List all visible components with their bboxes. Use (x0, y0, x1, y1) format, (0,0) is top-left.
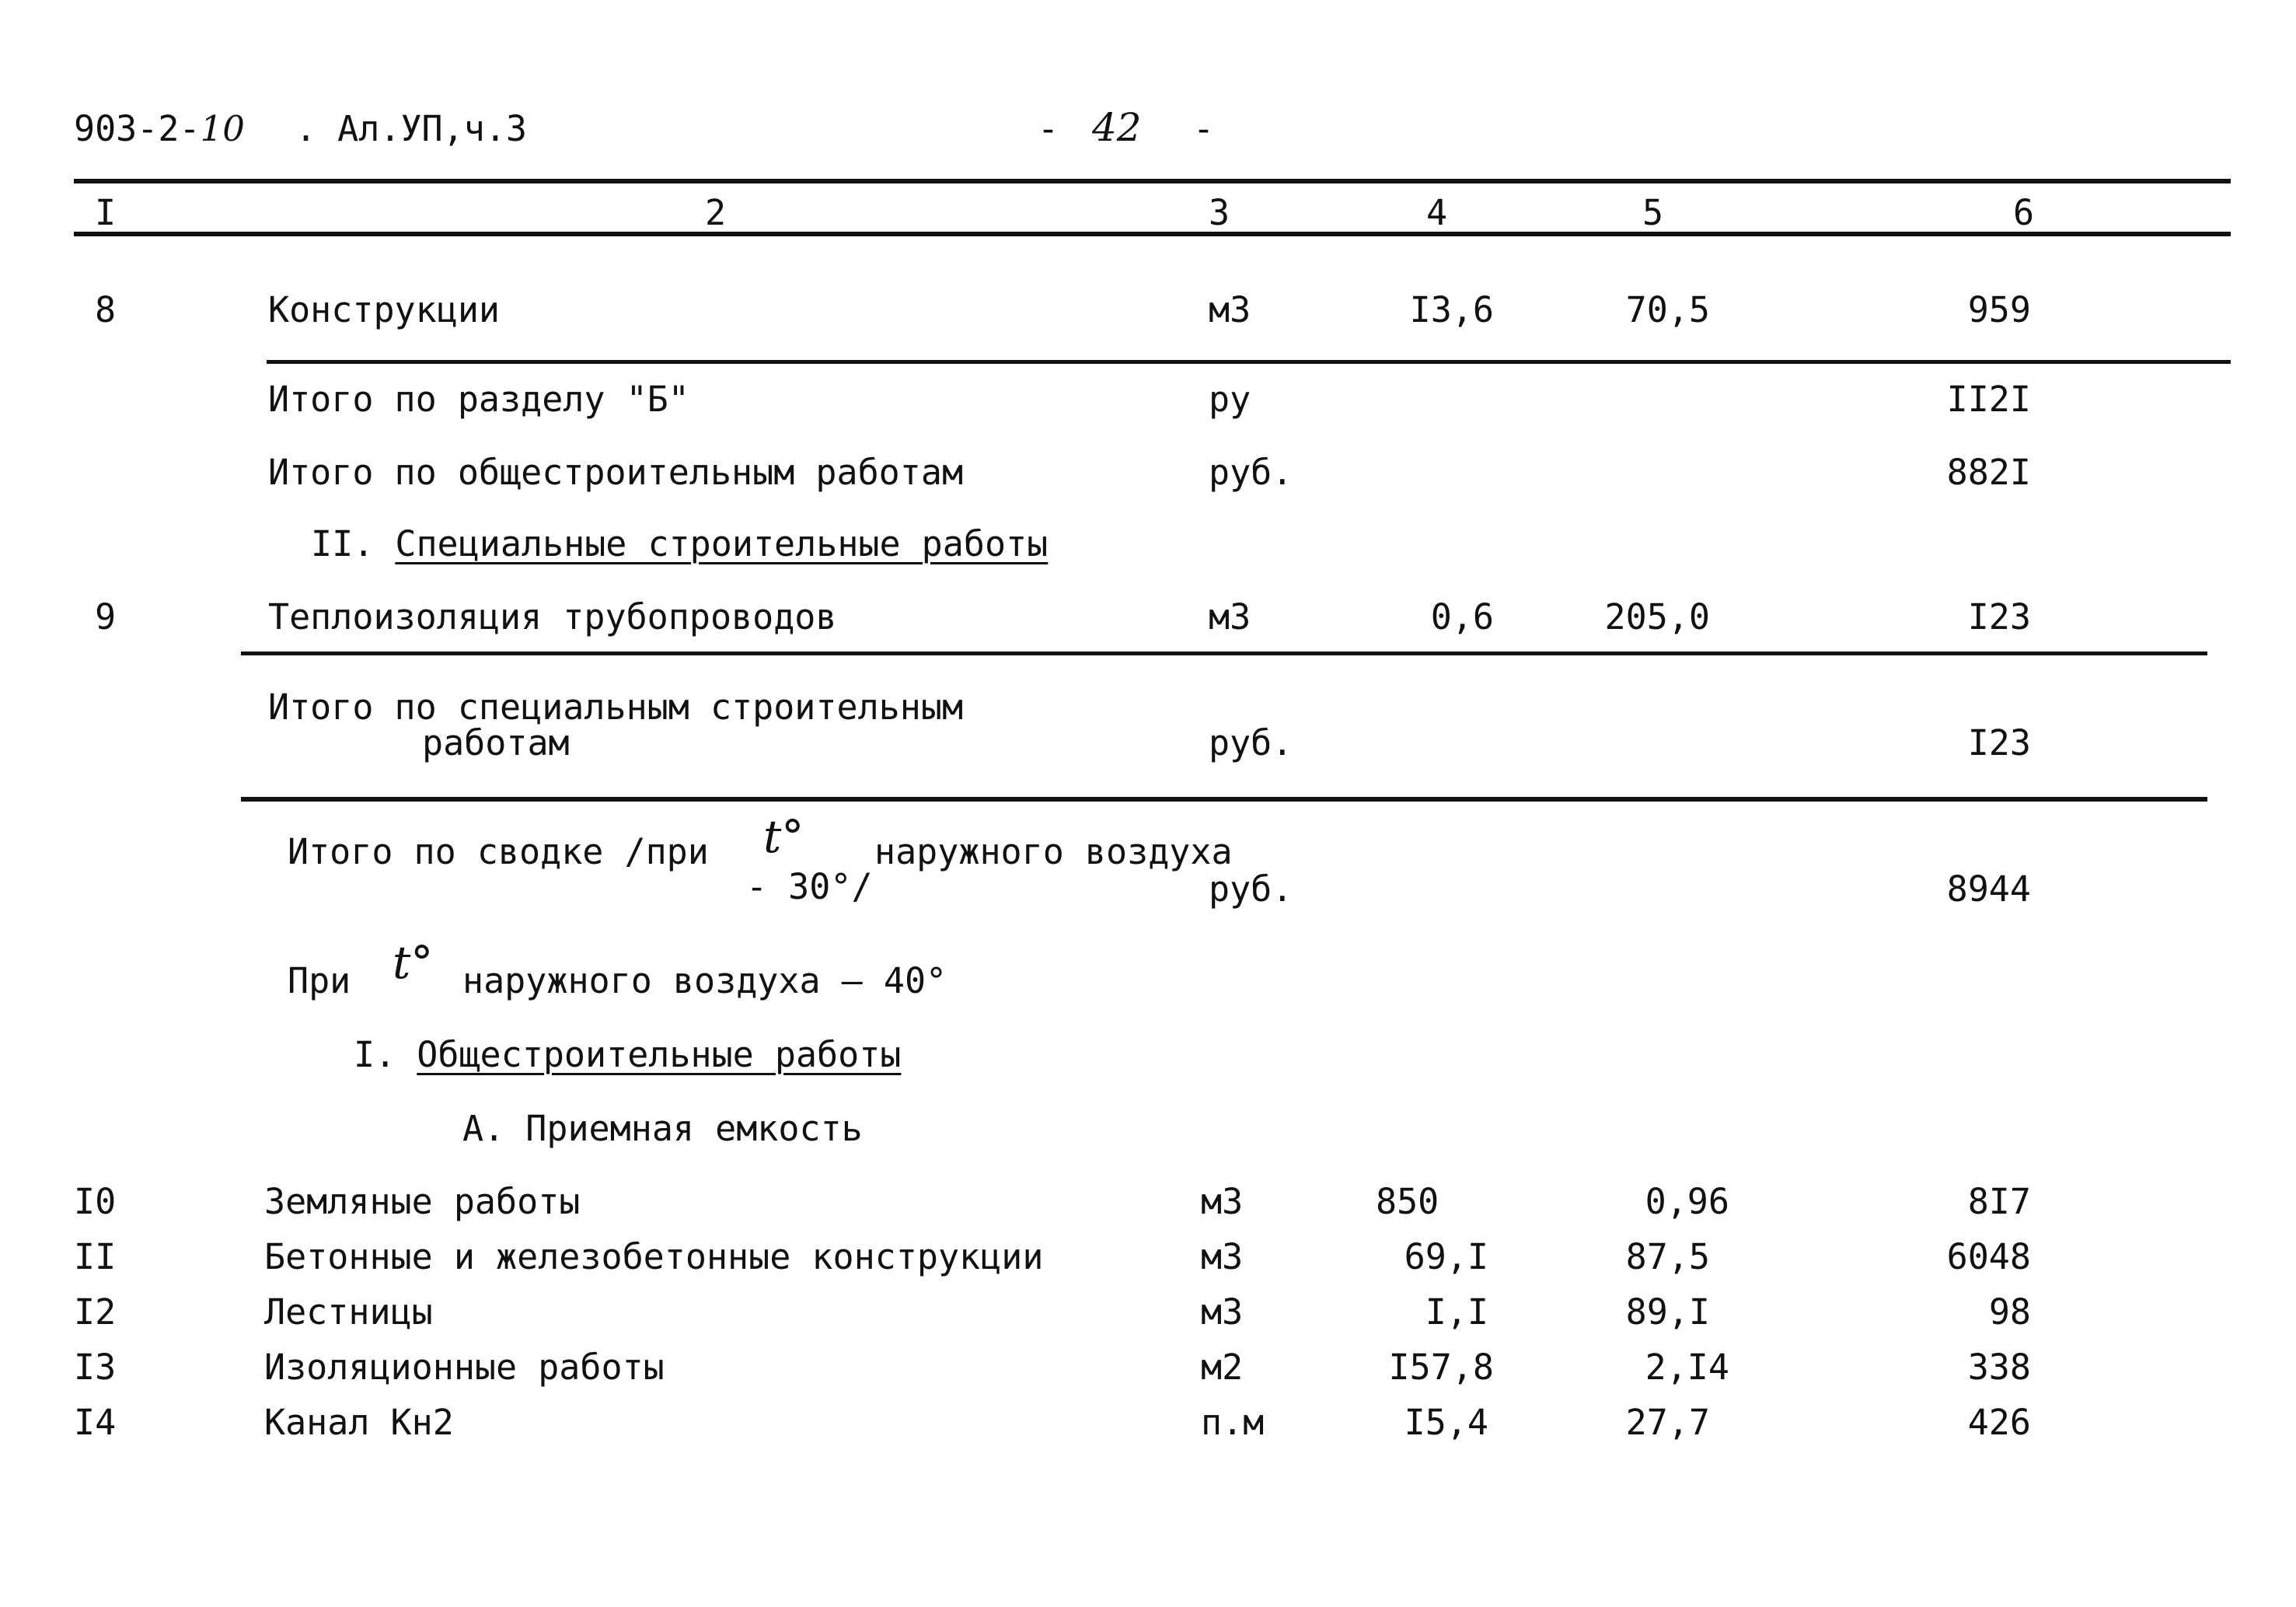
row-number: I3 (74, 1347, 117, 1388)
general-works-total-value: 882I (1946, 452, 2031, 493)
row-name: Канал Кн2 (264, 1402, 454, 1443)
row-price: 89,I (1625, 1291, 1710, 1333)
page-number-dash-left: - (1038, 108, 1059, 149)
column-header-2: 2 (705, 192, 727, 233)
row-name: Конструкции (268, 289, 501, 330)
row-total: 6048 (1946, 1236, 2031, 1277)
special-section-heading (311, 524, 1048, 564)
section-title: Специальные строительные работы (395, 523, 1049, 564)
column-header-rule (74, 232, 2231, 236)
page-number-dash-right: - (1193, 108, 1215, 149)
row-number: I2 (74, 1291, 117, 1333)
row-name: Бетонные и железобетонные конструкции (264, 1236, 1044, 1277)
column-header-4: 4 (1426, 192, 1448, 233)
row-unit: м3 (1209, 289, 1251, 330)
table-top-rule (74, 179, 2231, 183)
general-works-total-unit: руб. (1209, 452, 1293, 493)
section-prefix: II. (311, 523, 375, 564)
row-name: Изоляционные работы (264, 1347, 665, 1388)
subsection-a-heading: А. Приемная емкость (462, 1108, 863, 1149)
row-qty: I57,8 (1388, 1347, 1494, 1388)
doc-code-prefix: 903-2- (74, 108, 201, 149)
row-name: Земляные работы (264, 1181, 581, 1222)
row-name: Лестницы (264, 1291, 433, 1333)
row-total: 98 (1988, 1291, 2031, 1333)
temperature-symbol: t° (393, 936, 434, 989)
row-number: 8 (95, 289, 117, 330)
doc-code-handwritten: 10 (200, 108, 245, 149)
row-unit: м3 (1201, 1181, 1244, 1222)
summary-total-label-line2: - 30°/ (746, 866, 873, 907)
row-qty: 850 (1376, 1181, 1439, 1222)
row-total: 426 (1967, 1402, 2031, 1443)
row-unit: м3 (1209, 596, 1251, 638)
row-price: 27,7 (1625, 1402, 1710, 1443)
row-unit: п.м (1201, 1402, 1265, 1443)
section-prefix: I. (354, 1034, 396, 1075)
row-price: 0,96 (1645, 1181, 1729, 1222)
column-header-1: I (95, 192, 117, 233)
summary-total-unit: руб. (1209, 868, 1293, 910)
row-unit: м3 (1201, 1291, 1244, 1333)
summary-total-label-part1: Итого по сводке /при (288, 831, 709, 872)
row-price: 87,5 (1625, 1236, 1710, 1277)
general-works-total-label: Итого по общестроительным работам (268, 452, 964, 493)
summary-total-value: 8944 (1946, 868, 2031, 910)
row-qty: I3,6 (1409, 289, 1494, 330)
row-number: I4 (74, 1402, 117, 1443)
row-total: 959 (1967, 289, 2031, 330)
row-qty: 69,I (1404, 1236, 1488, 1277)
row-qty: 0,6 (1430, 596, 1494, 638)
column-header-5: 5 (1642, 192, 1664, 233)
condition-heading-part1: При (288, 960, 351, 1001)
document-code (74, 109, 245, 149)
row-total: I23 (1967, 596, 2031, 638)
row-number: II (74, 1236, 117, 1277)
document-section: . Ал.УП,ч.3 (295, 108, 528, 149)
row-unit: м3 (1201, 1236, 1244, 1277)
subtotal-rule (241, 652, 2207, 655)
page-number: 42 (1092, 105, 1142, 150)
row-price: 205,0 (1604, 596, 1710, 638)
special-works-total-unit: руб. (1209, 722, 1293, 763)
row-price: 70,5 (1625, 289, 1710, 330)
subtotal-rule (267, 360, 2231, 364)
condition-heading-part2: наружного воздуха – 40° (462, 960, 947, 1001)
summary-rule (241, 797, 2207, 802)
special-works-total-label-line1: Итого по специальным строительным (268, 686, 964, 728)
special-works-total-value: I23 (1967, 722, 2031, 763)
row-total: 338 (1967, 1347, 2031, 1388)
section-title: Общестроительные работы (417, 1034, 902, 1075)
row-qty: I,I (1425, 1291, 1488, 1333)
column-header-3: 3 (1209, 192, 1230, 233)
row-price: 2,I4 (1645, 1347, 1729, 1388)
row-qty: I5,4 (1404, 1402, 1488, 1443)
row-total: 8I7 (1967, 1181, 2031, 1222)
summary-total-label-part2: наружного воздуха (874, 831, 1233, 872)
section-b-total-label: Итого по разделу "Б" (268, 379, 689, 420)
row-number: 9 (95, 596, 117, 638)
section-b-total-unit: ру (1209, 379, 1251, 420)
section-b-total-value: II2I (1946, 379, 2031, 420)
column-header-6: 6 (2013, 192, 2035, 233)
temperature-symbol: t° (763, 810, 804, 863)
row-name: Теплоизоляция трубопроводов (268, 596, 837, 638)
row-number: I0 (74, 1181, 117, 1222)
general-section-heading (354, 1035, 901, 1075)
special-works-total-label-line2: работам (422, 722, 570, 763)
row-unit: м2 (1201, 1347, 1244, 1388)
